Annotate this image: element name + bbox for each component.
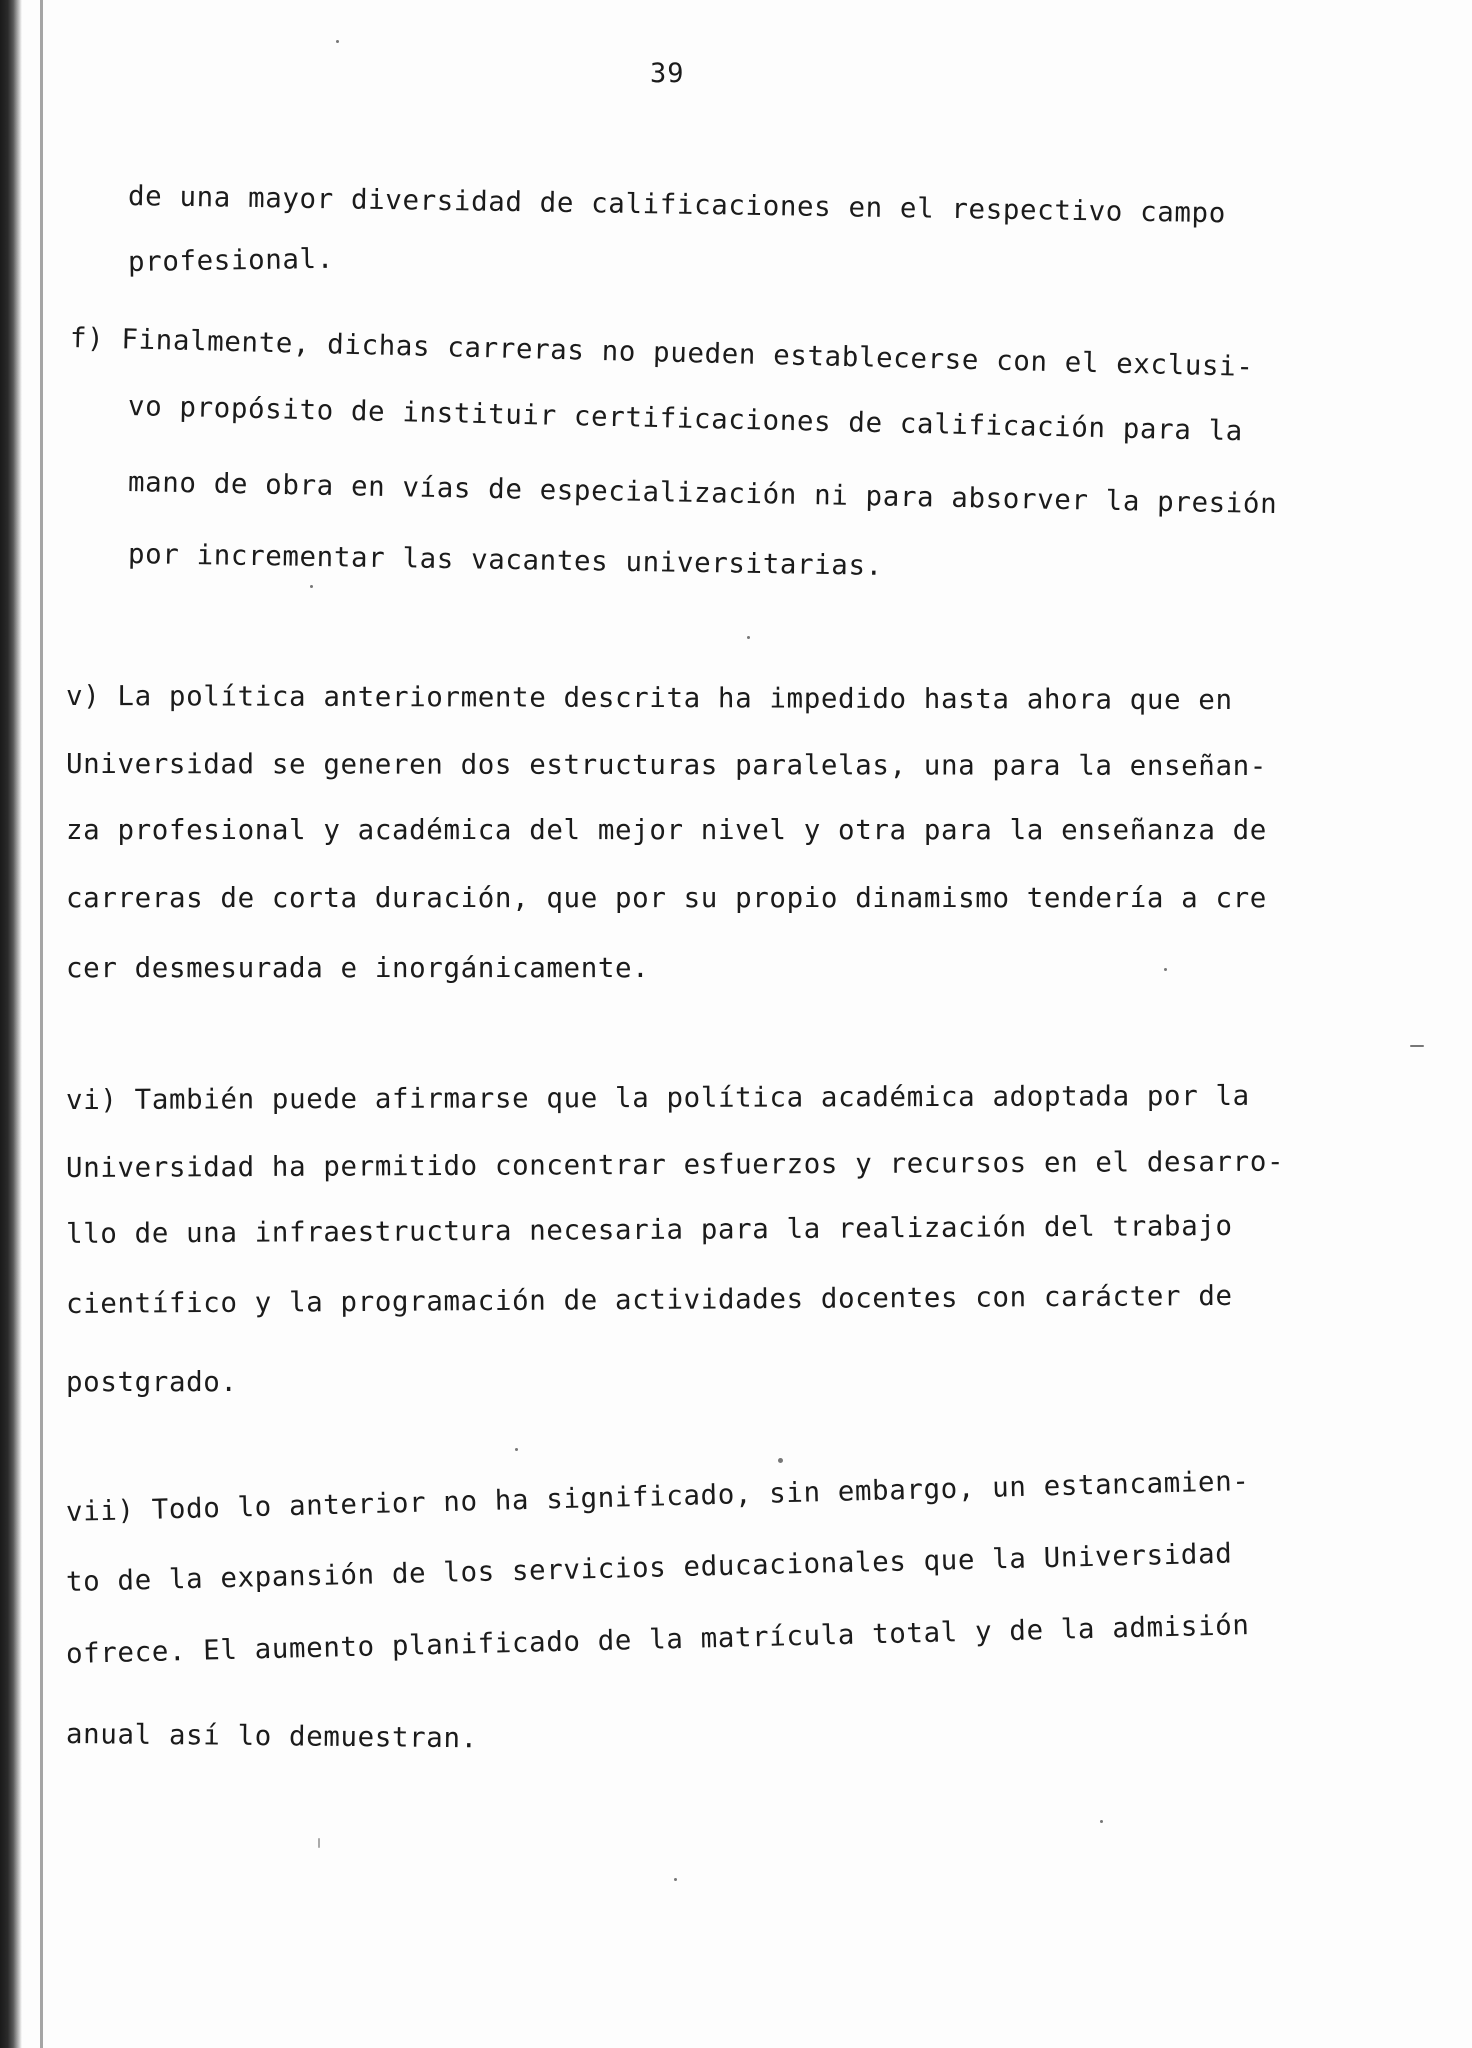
text-line-15: científico y la programación de actividades docentes con carácter de	[65, 1279, 1233, 1320]
text-line-6: por incrementar las vacantes universitarias.	[127, 538, 884, 582]
text-line-20: anual así lo demuestran.	[65, 1718, 478, 1755]
text-line-17: vii) Todo lo anterior no ha significado, sin embargo, un estancamien-	[65, 1465, 1250, 1528]
scan-speck	[310, 585, 313, 588]
text-line-19: ofrece. El aumento planificado de la matrícula total y de la admisión	[65, 1609, 1250, 1670]
text-line-1: de una mayor diversidad de calificaciones en el respectivo campo	[127, 180, 1227, 230]
scan-speck	[1164, 968, 1167, 971]
scan-binding-line	[40, 0, 43, 2048]
scan-speck	[1100, 1820, 1103, 1823]
text-line-12: vi) También puede afirmarse que la política académica adoptada por la	[65, 1079, 1250, 1116]
scan-binding-edge	[0, 0, 22, 2048]
scan-speck	[778, 1458, 783, 1463]
text-line-11: cer desmesurada e inorgánicamente.	[66, 952, 650, 984]
text-line-18: to de la expansión de los servicios educacionales que la Universidad	[65, 1537, 1233, 1598]
text-line-2: profesional.	[127, 242, 335, 278]
text-line-16: postgrado.	[66, 1366, 238, 1398]
scan-speck	[674, 1878, 677, 1881]
scan-speck	[1410, 1045, 1424, 1047]
text-line-5: mano de obra en vías de especialización ni para absorver la presión	[127, 466, 1278, 521]
text-line-8: Universidad se generen dos estructuras paralelas, una para la enseñan-	[65, 748, 1267, 783]
text-line-10: carreras de corta duración, que por su propio dinamismo tendería a cre	[66, 882, 1267, 914]
page-number: 39	[650, 58, 685, 89]
text-line-4: vo propósito de instituir certificaciones de calificación para la	[127, 390, 1244, 448]
text-line-3: f) Finalmente, dichas carreras no pueden establecerse con el exclusi-	[69, 322, 1254, 383]
text-line-7: v) La política anteriormente descrita ha impedido hasta ahora que en	[65, 680, 1233, 717]
scan-speck	[515, 1448, 518, 1451]
text-line-9: za profesional y académica del mejor nivel y otra para la enseñanza de	[66, 814, 1267, 846]
text-line-14: llo de una infraestructura necesaria para la realización del trabajo	[65, 1209, 1233, 1250]
text-line-13: Universidad ha permitido concentrar esfuerzos y recursos en el desarro-	[65, 1145, 1285, 1184]
scan-speck	[318, 1838, 320, 1848]
scan-speck	[336, 40, 339, 43]
scan-speck	[747, 636, 750, 639]
